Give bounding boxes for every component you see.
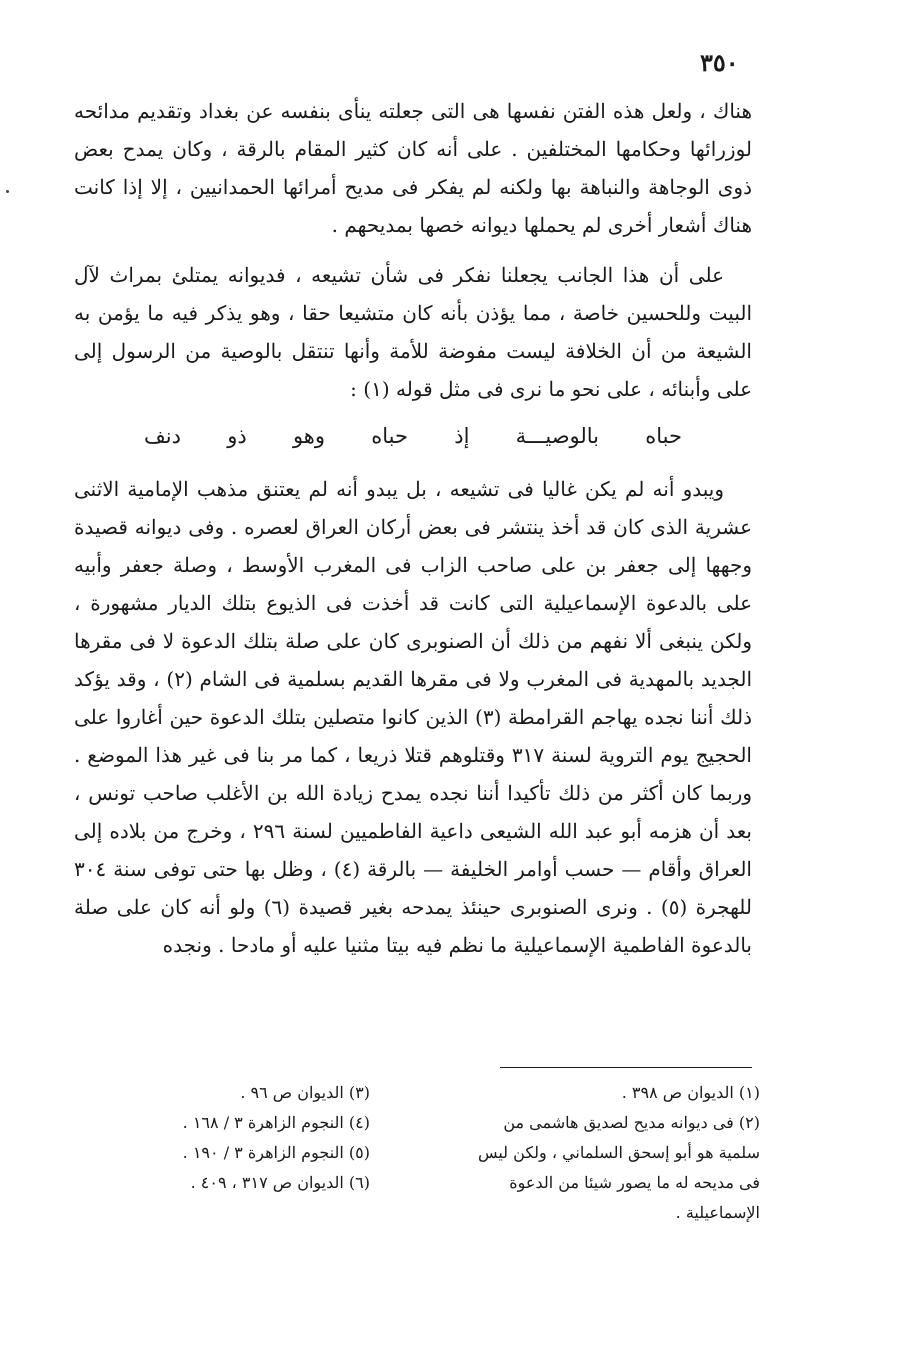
footnote-3: (٣) الديوان ص ٩٦ . — [240, 1083, 370, 1102]
scan-edge-mark — [6, 190, 9, 193]
page-number: ٣٥٠ — [700, 48, 739, 77]
main-text — [74, 92, 752, 964]
footnotes-left-column — [120, 1078, 370, 1228]
paragraph-3: ويبدو أنه لم يكن غاليا فى تشيعه ، بل يبدو أنه لم يعتنق مذهب الإمامية الاثنى عشرية الذى كان قد أخذ ينتشر فى بعض أركان العراق لعصره . وفى ديوانه قصيدة وجهها إلى جعفر بن على صاحب الزاب فى المغرب الأوسط ، وصلة جعفر وأبيه على بالدعوة الإسماعيلية التى كانت قد أخذت فى الذيوع بتلك الديار مشهورة ، ولكن ينبغى ألا نفهم من ذلك أن الصنوبرى كان على صلة بتلك الدعوة لا فى مقرها الجديد بالمهدية فى المغرب ولا فى مقرها القديم بسلمية فى الشام (٢) ، وقد يؤكد ذلك أننا نجده يهاجم القرامطة (٣) الذين كانوا متصلين بتلك الدعوة حين أغاروا على الحجيج يوم التروية لسنة ٣١٧ وقتلوهم قتلا ذريعا ، كما مر بنا فى غير هذا الموضع . وربما كان أكثر من ذلك تأكيدا أننا نجده يمدح زيادة الله بن الأغلب صاحب تونس ، بعد أن هزمه أبو عبد الله الشيعى داعية الفاطميين لسنة ٢٩٦ ، وخرج من بلاده إلى العراق وأقام — حسب أوامر الخليفة — بالرقة (٤) ، وظل بها حتى توفى سنة ٣٠٤ للهجرة (٥) . ونرى الصنوبرى حينئذ يمدحه بغير قصيدة (٦) ولو أنه كان على صلة بالدعوة الفاطمية الإسماعيلية ما نظم فيه بيتا مثنيا عليه أو مادحا . ونجده — [74, 477, 753, 957]
verse-word: حباه — [645, 424, 682, 448]
footnote-1: (١) الديوان ص ٣٩٨ . — [621, 1083, 760, 1102]
footnote-divider — [500, 1067, 752, 1068]
verse-word: ذو — [227, 424, 247, 448]
footnote-4: (٤) النجوم الزاهرة ٣ / ١٦٨ . — [182, 1113, 370, 1132]
footnote-2: (٢) فى ديوانه مديح لصديق هاشمى من سلمية هو أبو إسحق السلماني ، ولكن ليس فى مديحه له ما يصور شيئا من الدعوة الإسماعيلية . — [477, 1113, 760, 1222]
verse-word: حباه — [371, 424, 408, 448]
verse-word: بالوصيـــة — [515, 424, 600, 448]
footnotes-right-column — [460, 1078, 760, 1228]
paragraph-2: على أن هذا الجانب يجعلنا نفكر فى شأن تشيعه ، فديوانه يمتلئ بمراث لآل البيت وللحسين خاصة ، مما يؤذن بأنه كان متشيعا حقا ، وهو يذكر فيه ما يؤمن به الشيعة من أن الخلافة ليست مفوضة للأمة وأنها تنتقل بالوصية من الرسول إلى على وأبنائه ، على نحو ما نرى فى مثل قوله (١) : — [74, 263, 752, 401]
verse-word: دنف — [144, 424, 181, 448]
footnote-5: (٥) النجوم الزاهرة ٣ / ١٩٠ . — [182, 1143, 370, 1162]
footnotes — [120, 1078, 760, 1228]
paragraph-1: هناك ، ولعل هذه الفتن نفسها هى التى جعلته ينأى بنفسه عن بغداد وتقديم مدائحه لوزرائها وحكامها المختلفين . على أنه كان كثير المقام بالرقة ، وكان يمدح بعض ذوى الوجاهة والنباهة بها ولكنه لم يفكر فى مديح أمرائها الحمدانيين ، إلا إذا كانت هناك أشعار أخرى لم يحملها ديوانه خصها بمديحهم . — [74, 99, 752, 237]
verse-word: إذ — [454, 424, 470, 448]
verse-word: وهو — [292, 424, 326, 448]
poem-verse — [144, 416, 682, 456]
footnote-6: (٦) الديوان ص ٣١٧ ، ٤٠٩ . — [190, 1173, 370, 1192]
